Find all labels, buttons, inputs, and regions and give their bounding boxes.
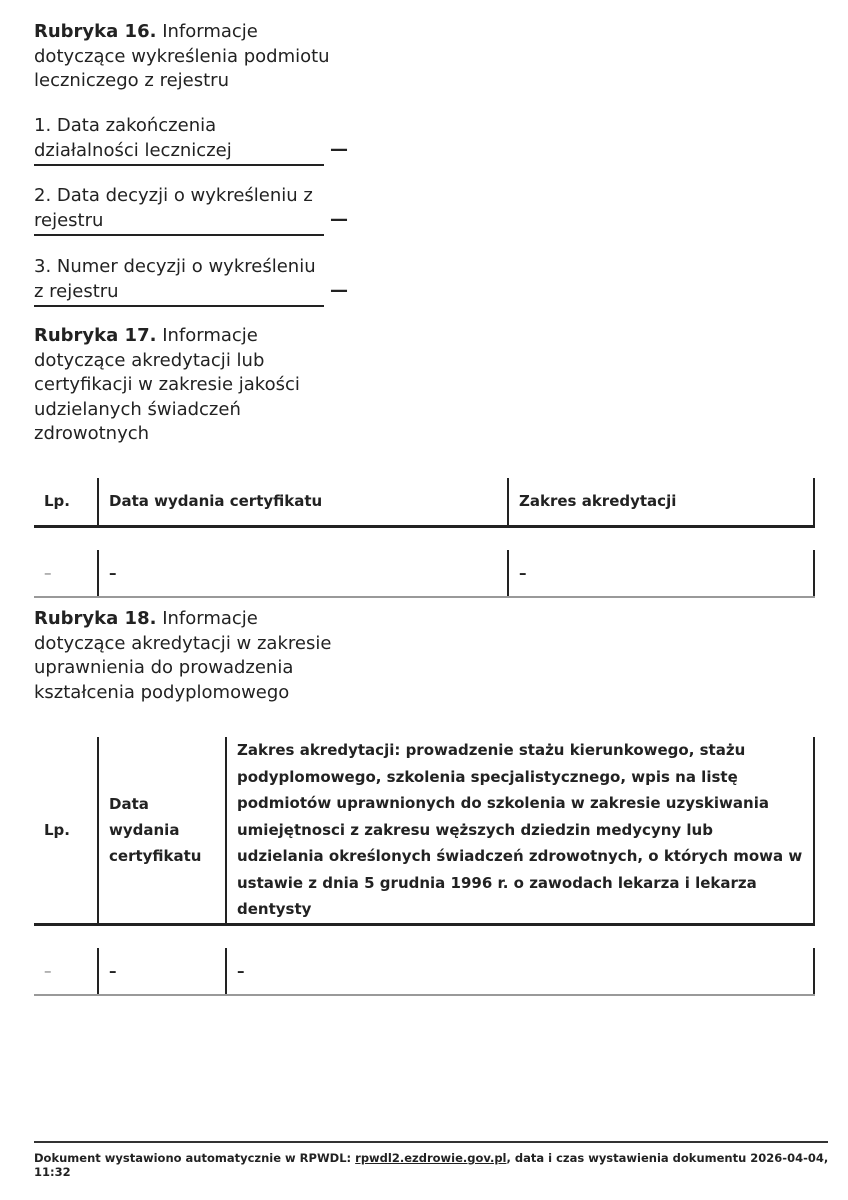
- cell-accreditation-scope: –: [226, 948, 814, 995]
- footer-prefix: Dokument wystawiono automatycznie w RPWDL:: [34, 1151, 352, 1165]
- cell-lp: –: [34, 550, 98, 597]
- section-16-title: [34, 20, 354, 94]
- section-18-number: Rubryka 18.: [34, 608, 157, 629]
- table-row: [34, 948, 814, 995]
- col-certificate-date-header: Data wydania certyfikatu: [98, 478, 508, 526]
- footer-suffix: , data i czas wystawienia dokumentu 2026-04-04, 11:32: [34, 1151, 829, 1179]
- col-certificate-date-header: Data wydania certyfikatu: [98, 737, 226, 924]
- section-17-number: Rubryka 17.: [34, 325, 157, 346]
- section-18-title: [34, 607, 334, 705]
- table-row: [34, 550, 814, 597]
- field-end-of-activity-date: 1. Data zakończenia działalności leczniczej: [34, 114, 324, 166]
- col-lp-header: Lp.: [34, 478, 98, 526]
- cell-certificate-date: –: [98, 550, 508, 597]
- section-16-number: Rubryka 16.: [34, 21, 157, 42]
- col-accreditation-scope-header: Zakres akredytacji: [508, 478, 814, 526]
- rpwdl-link[interactable]: rpwdl2.ezdrowie.gov.pl: [355, 1151, 507, 1165]
- accreditation-table: [34, 478, 815, 598]
- field-deregistration-decision-date: 2. Data decyzji o wykreśleniu z rejestru: [34, 184, 324, 236]
- section-18-heading: Informacje dotyczące akredytacji w zakresie uprawnienia do prowadzenia kształcenia podyplomowego: [34, 608, 332, 703]
- section-17-title: [34, 324, 314, 447]
- col-accreditation-scope-header: Zakres akredytacji: prowadzenie stażu kierunkowego, stażu podyplomowego, szkolenia specjalistycznego, wpis na listę podmiotów uprawnionych do szkolenia w zakresie uzyskiwania umiejętnosci z zakresu węższych dziedzin medycyny lub udzielania określonych świadczeń zdrowotnych, o których mowa w ustawie z dnia 5 grudnia 1996 r. o zawodach lekarza i lekarza dentysty: [226, 737, 814, 924]
- cell-accreditation-scope: –: [508, 550, 814, 597]
- cell-lp: –: [34, 948, 98, 995]
- deregistration-decision-number-value: —: [330, 280, 348, 301]
- postgraduate-accreditation-table: [34, 737, 815, 996]
- end-of-activity-date-value: —: [330, 139, 348, 160]
- col-lp-header: Lp.: [34, 737, 98, 924]
- deregistration-decision-date-value: —: [330, 209, 348, 230]
- section-16-heading: Informacje dotyczące wykreślenia podmiotu leczniczego z rejestru: [34, 21, 330, 91]
- field-deregistration-decision-number: 3. Numer decyzji o wykreśleniu z rejestru: [34, 255, 324, 307]
- section-17-heading: Informacje dotyczące akredytacji lub certyfikacji w zakresie jakości udzielanych świadczeń zdrowotnych: [34, 325, 300, 444]
- footer-divider: [34, 1141, 828, 1143]
- cell-certificate-date: –: [98, 948, 226, 995]
- footer-note: [34, 1151, 834, 1179]
